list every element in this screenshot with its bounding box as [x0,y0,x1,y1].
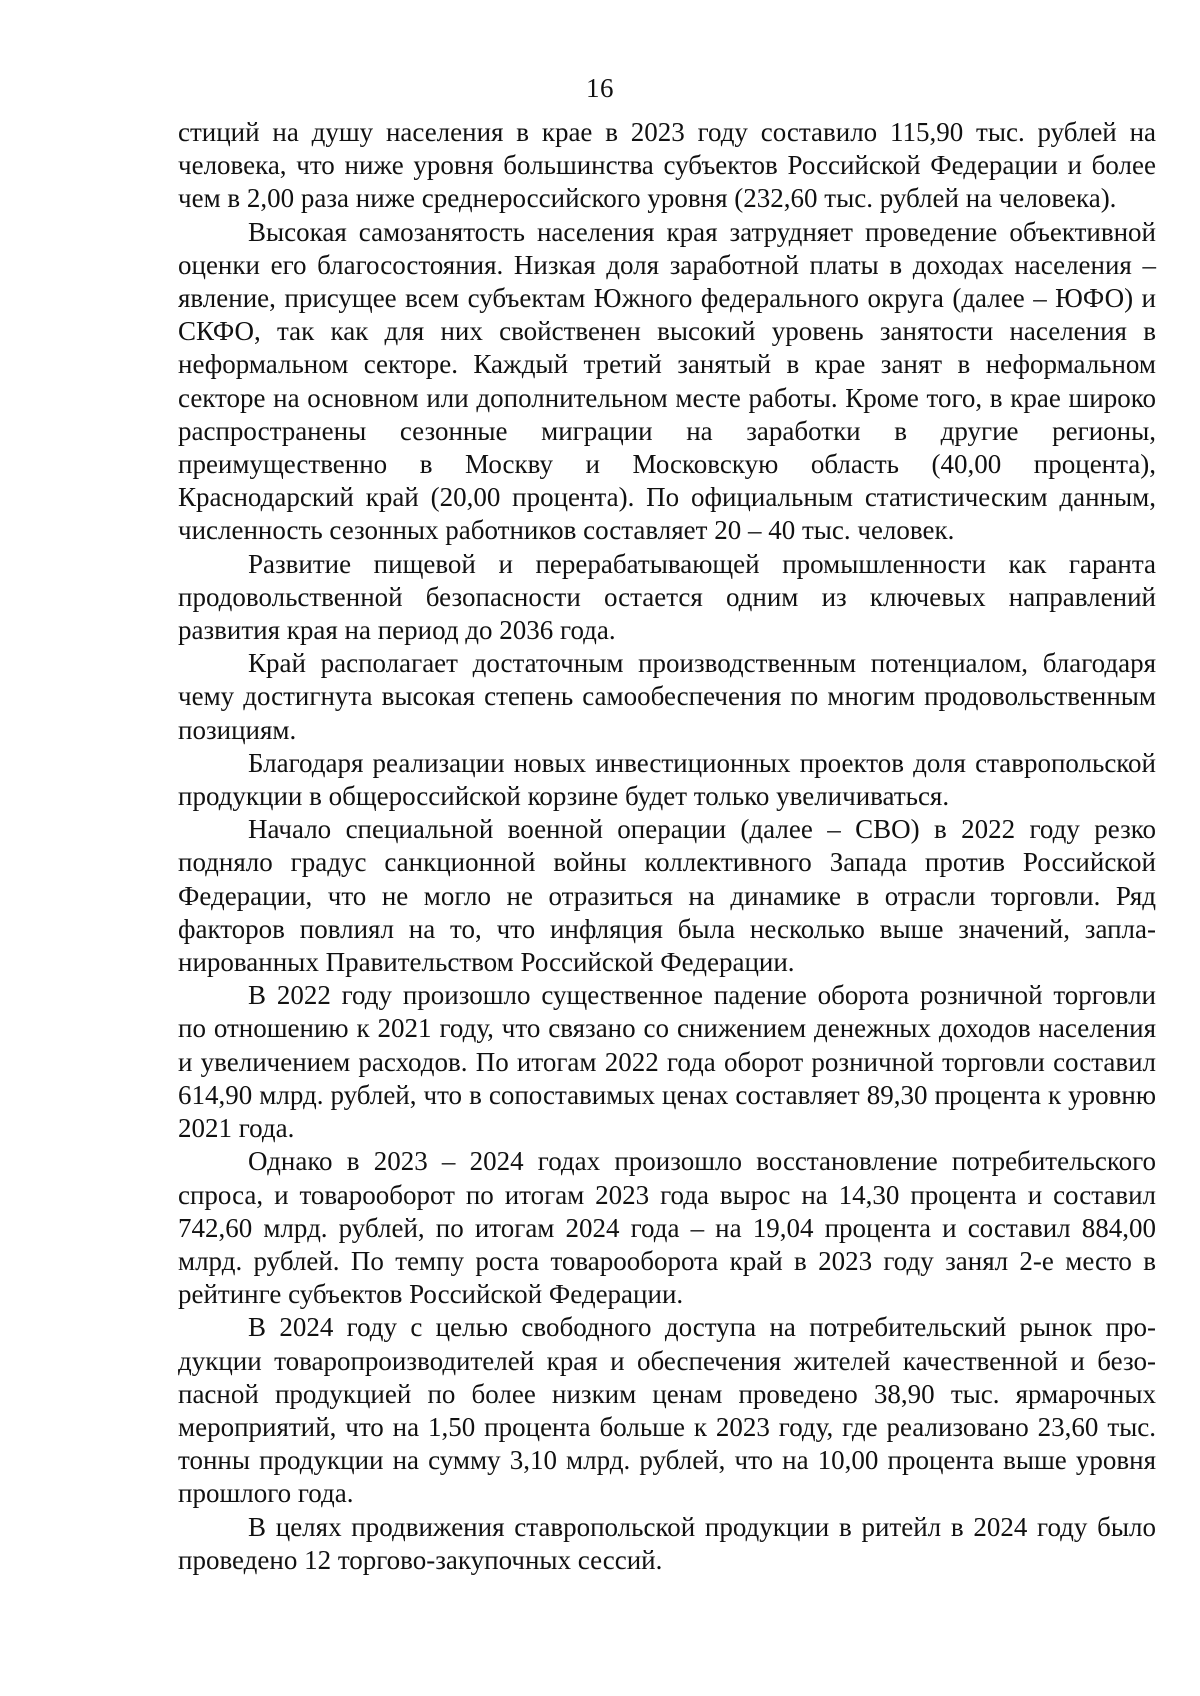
paragraph-retail-2022: В 2022 году произошло существенное падение оборота розничной торговли по отношению к 2021 году, что связано со снижением денежных доходов населения и увеличением расходов. По итогам 2022 года оборот розничной торговли составил 614,90 млрд. рублей, что в сопоставимых ценах составляет 89,30 процента к уровню 2021 года. [178,980,1156,1144]
paragraph-food-industry: Развитие пищевой и перерабатывающей промышленности как гаранта продовольственной безопасности остается одним из ключевых направлений развития края на период до 2036 года. [178,548,1156,646]
paragraph-investment-projects: Благодаря реализации новых инвестиционных проектов доля ставропольской продукции в общероссийской корзине будет только увеличиваться. [178,747,1156,812]
paragraph-retail-2023-2024: Однако в 2023 – 2024 годах произошло восстановление потребительского спроса, и товарооборот по итогам 2023 года вырос на 14,30 процента и составил 742,60 млрд. рублей, по итогам 2024 года – на 19,04 процента и составил 884,00 млрд. рублей. По темпу роста товарооборота край в 2023 году занял 2-е место в рейтинге субъектов Российской Федерации. [178,1146,1156,1310]
paragraph-svo-sanctions: Начало специальной военной операции (далее – СВО) в 2022 году резко подняло градус санкционной войны коллективного Запада против Российской Федерации, что не могло не отразиться на динамике в отрасли торговли. Ряд факторов повлиял на то, что инфляция была несколько выше значений, запланированных Правительством Российской Федерации. [178,814,1156,978]
paragraph-fairs-2024: В 2024 году с целью свободного доступа на потребительский рынок продукции товаропроизводителей края и обеспечения жителей качественной и безопасной продукцией по более низким ценам проведено 38,90 тыс. ярмарочных мероприятий, что на 1,50 процента больше к 2023 году, где реализовано 23,60 тыс. тонны продукции на сумму 3,10 млрд. рублей, что на 10,00 процента выше уровня прошлого года. [178,1312,1156,1509]
paragraph-continuation: стиций на душу населения в крае в 2023 году составило 115,90 тыс. рублей на человека, что ниже уровня большинства субъектов Российской Федерации и более чем в 2,00 раза ниже среднероссийского уровня (232,60 тыс. рублей на человека). [178,117,1156,214]
page-number: 16 [586,73,614,103]
paragraph-retail-sessions: В целях продвижения ставропольской продукции в ритейл в 2024 году было проведено 12 торгово-закупочных сессий. [178,1511,1156,1575]
document-body [178,116,1156,1577]
paragraph-self-employment: Высокая самозанятость населения края затрудняет проведение объективной оценки его благосостояния. Низкая доля заработной платы в доходах населения – явление, присущее всем субъектам Южного федерального округа (далее – ЮФО) и СКФО, так как для них свойственен высокий уровень занятости населения в неформальном секторе. Каждый третий занятый в крае занят в неформальном секторе на основном или дополнительном месте работы. Кроме того, в крае широко распространены сезонные миграции на заработки в другие регионы, преимущественно в Москву и Московскую область (40,00 процента), Краснодарский край (20,00 процента). По официальным статистическим данным, численность сезонных работников составляет 20 – 40 тыс. человек. [178,216,1156,546]
paragraph-production-potential: Край располагает достаточным производственным потенциалом, благодаря чему достигнута высокая степень самообеспечения по многим продовольственным позициям. [178,648,1156,745]
